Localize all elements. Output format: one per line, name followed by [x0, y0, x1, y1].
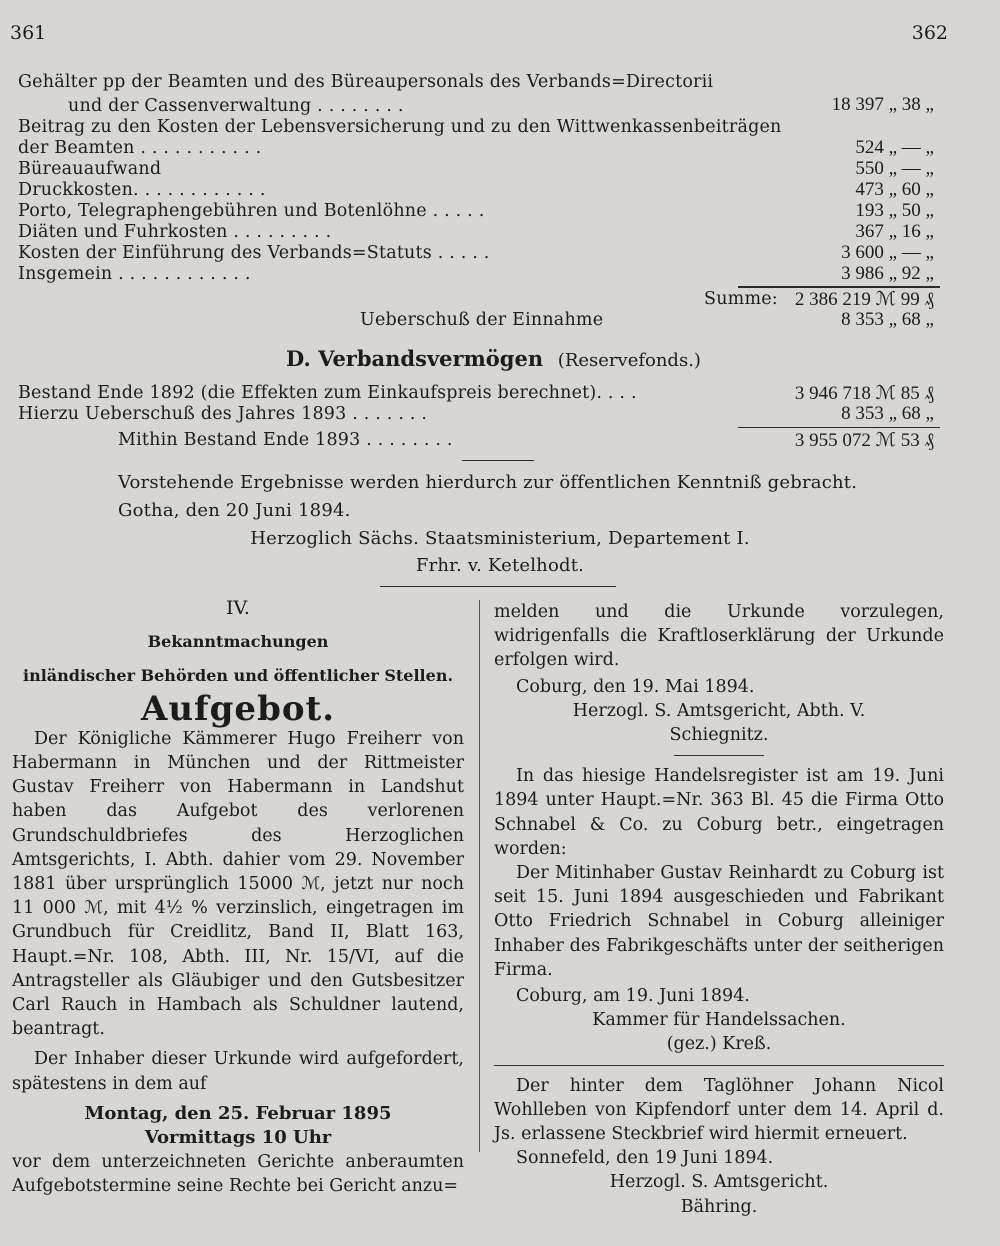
asset-line: Bestand Ende 1892 (die Effekten zum Einkaufspreis berechnet). . . . [18, 383, 637, 403]
asset-line: Mithin Bestand Ende 1893 . . . . . . . . [118, 430, 453, 450]
notice-divider [674, 755, 764, 756]
aufgebot-paragraph: Der Königliche Kämmerer Hugo Freiherr von Habermann in München und der Rittmeister Gustav Freiherr von Habermann in Landshut haben das Aufgebot des verlorenen Grundschuldbriefes des Herzoglichen Amtsgerichts, I. Abth. dahier vom 29. November 1881 über ursprünglich 15000 ℳ, jetzt nur noch 11 000 ℳ, mit 4½ % verzinslich, eingetragen im Grundbuch für Creidlitz, Band II, Blatt 163, Haupt.=Nr. 108, Abth. III, Nr. 15/VI, auf die Antragsteller als Gläubiger und den Gutsbesitzer Carl Rauch in Hambach als Schuldner lautend, beantragt. [12, 728, 464, 1040]
expense-line: Büreauaufwand [18, 159, 162, 179]
notice-divider [494, 1065, 944, 1066]
expense-line: der Beamten . . . . . . . . . . . [18, 138, 262, 158]
sum-label: Summe: [704, 289, 778, 309]
expense-line: Druckkosten. . . . . . . . . . . . [18, 180, 266, 200]
page-number-left: 361 [10, 22, 47, 44]
hearing-time: Vormittags 10 Uhr [144, 1127, 332, 1149]
notices-subheading: inländischer Behörden und öffentlicher Stellen. [22, 666, 454, 686]
expense-amount: 524 „ — „ [855, 137, 934, 158]
surplus-amount: 8 353 „ 68 „ [841, 309, 934, 330]
expense-line: Gehälter pp der Beamten und des Büreaupersonals des Verbands=Directorii [18, 72, 714, 92]
expense-amount: 367 „ 16 „ [855, 221, 934, 242]
expense-line: und der Cassenverwaltung . . . . . . . . [68, 96, 404, 116]
closing-authority: Herzoglich Sächs. Staatsministerium, Departement I. [250, 528, 750, 549]
closing-place-date: Gotha, den 20 Juni 1894. [118, 500, 351, 521]
right-column [494, 600, 944, 1219]
notices-heading: Bekanntmachungen [147, 632, 329, 652]
notice-paragraph: melden und die Urkunde vorzulegen, widrigenfalls die Kraftloserklärung der Urkunde erfolgen wird. [494, 602, 944, 671]
column-divider [479, 600, 480, 1152]
expense-amount: 18 397 „ 38 „ [831, 94, 934, 115]
aufgebot-title: Aufgebot. [140, 688, 336, 729]
expense-amount: 550 „ — „ [855, 158, 934, 179]
hearing-date: Montag, den 25. Februar 1895 [84, 1102, 392, 1124]
surplus-label: Ueberschuß der Einnahme [360, 310, 604, 330]
section-d-heading [286, 346, 701, 371]
closing-signature: Frhr. v. Ketelhodt. [415, 555, 585, 576]
expense-amount: 3 600 „ — „ [841, 242, 934, 263]
expense-line: Insgemein . . . . . . . . . . . . [18, 264, 251, 284]
expense-line: Diäten und Fuhrkosten . . . . . . . . . [18, 222, 332, 242]
notice-signer: (gez.) Kreß. [666, 1034, 772, 1055]
divider-rule [462, 460, 534, 461]
notice-signer: Schiegnitz. [669, 725, 769, 746]
asset-amount: 3 946 718 ℳ 85 ₰ [794, 383, 934, 404]
closing-statement: Vorstehende Ergebnisse werden hierdurch zur öffentlichen Kenntniß gebracht. [118, 472, 858, 493]
section-rule [380, 586, 616, 587]
notice-court: Herzogl. S. Amtsgericht. [609, 1172, 829, 1193]
section-d-subtitle: (Reservefonds.) [557, 350, 701, 371]
left-column [12, 596, 464, 1199]
notice-paragraph: Der Mitinhaber Gustav Reinhardt zu Coburg ist seit 15. Juni 1894 ausgeschieden und Fabrikant Otto Friedrich Schnabel in Coburg alleiniger Inhaber des Fabrikgeschäfts unter der seitherigen Firma. [494, 863, 944, 980]
notice-signer: Bähring. [680, 1196, 758, 1217]
expense-amount: 193 „ 50 „ [855, 200, 934, 221]
asset-rule [738, 427, 940, 428]
notice-court: Kammer für Handelssachen. [592, 1010, 846, 1031]
sum-amount: 2 386 219 ℳ 99 ₰ [794, 289, 934, 310]
notice-court: Herzogl. S. Amtsgericht, Abth. V. [572, 700, 866, 721]
asset-line: Hierzu Ueberschuß des Jahres 1893 . . . . . . . [18, 404, 428, 424]
aufgebot-paragraph: vor dem unterzeichneten Gerichte anberaumten Aufgebotstermine seine Rechte bei Gericht anzu= [12, 1152, 464, 1197]
section-d-title: D. Verbandsvermögen [286, 346, 544, 371]
asset-amount: 3 955 072 ℳ 53 ₰ [794, 430, 934, 451]
notice-place-date: Coburg, den 19. Mai 1894. [516, 676, 755, 697]
expense-amount: 473 „ 60 „ [855, 179, 934, 200]
expense-line: Beitrag zu den Kosten der Lebensversicherung und zu den Wittwenkassenbeiträgen [18, 117, 782, 137]
notice-paragraph: Der hinter dem Taglöhner Johann Nicol Wohlleben von Kipfendorf unter dem 14. April d. Js. erlassene Steckbrief wird hiermit erneuert. [494, 1075, 944, 1145]
section-number: IV. [226, 597, 250, 619]
expense-line: Porto, Telegraphengebühren und Botenlöhne . . . . . [18, 201, 485, 221]
notice-place-date: Sonnefeld, den 19 Juni 1894. [516, 1148, 774, 1169]
expense-line: Kosten der Einführung des Verbands=Statuts . . . . . [18, 243, 490, 263]
asset-amount: 8 353 „ 68 „ [841, 403, 934, 424]
page-number-right: 362 [911, 22, 948, 44]
aufgebot-paragraph: Der Inhaber dieser Urkunde wird aufgefordert, spätestens in dem auf [12, 1049, 464, 1094]
notice-paragraph: In das hiesige Handelsregister ist am 19. Juni 1894 unter Haupt.=Nr. 363 Bl. 45 die Firma Otto Schnabel & Co. zu Coburg betr., eingetragen worden: [494, 766, 944, 859]
expense-amount: 3 986 „ 92 „ [841, 263, 934, 284]
notice-place-date: Coburg, am 19. Juni 1894. [516, 986, 750, 1007]
